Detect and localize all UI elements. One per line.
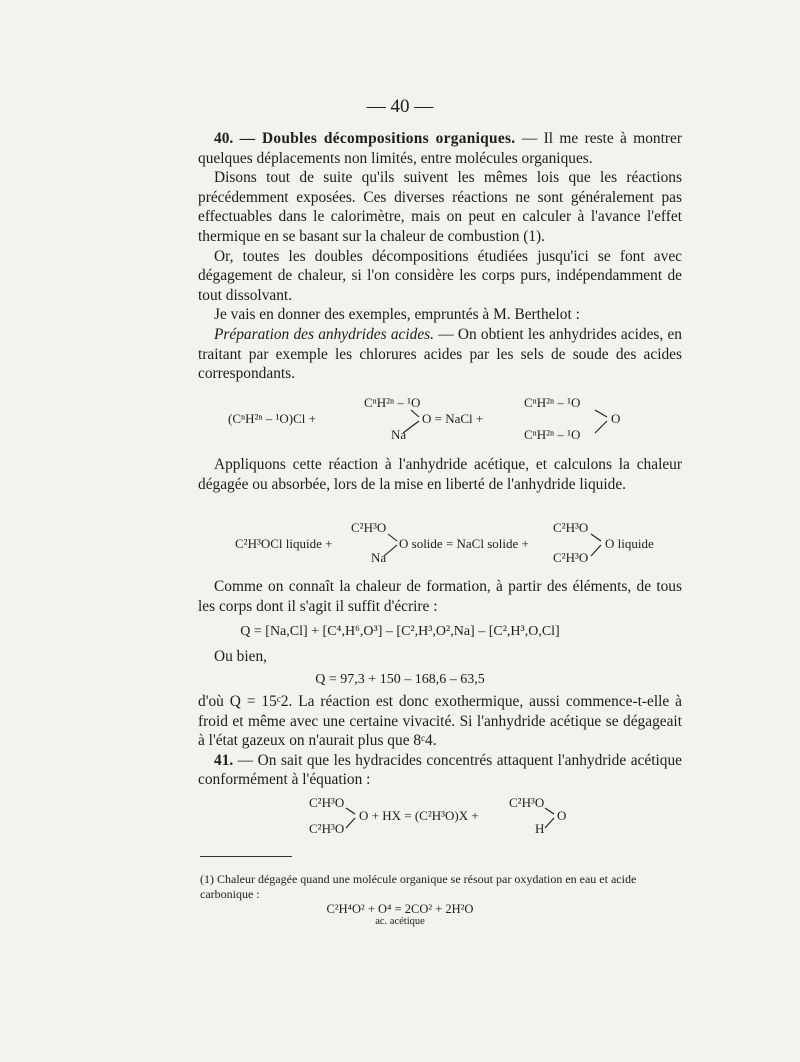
paragraph: d'où Q = 15ᶜ2. La réaction est donc exothermique, aussi commence-t-elle à froid et même avec une certaine vivacité. Si l'anhydride acétique se dégageait à l'état gazeux on n'aurait plus que 8ᶜ4.	[198, 693, 682, 750]
bond-line	[545, 818, 554, 828]
bond-line	[388, 534, 397, 541]
eq-term: O liquide	[605, 536, 654, 551]
paragraph: Ou bien,	[214, 648, 268, 665]
eq-term: O	[611, 411, 621, 426]
eq-term: C²H³O	[553, 550, 589, 565]
eq-term: C²H³O	[509, 795, 545, 810]
footnote-equation: C²H⁴O² + O⁴ = 2CO² + 2H²O	[326, 902, 474, 916]
footnote-text: (1) Chaleur dégagée quand une molécule organique se résout par oxydation en eau et acide carbonique :	[200, 872, 637, 901]
bond-line	[346, 808, 355, 814]
eq-term: C²H³OCl liquide +	[235, 536, 333, 551]
eq-term: Na	[371, 550, 387, 565]
eq-term: C²H³O	[309, 821, 345, 836]
paragraph: Je vais en donner des exemples, empruntés à M. Berthelot :	[214, 306, 580, 324]
bond-line	[403, 421, 419, 433]
bond-line	[346, 818, 355, 828]
eq-term: (CⁿH²ⁿ – ¹O)Cl +	[228, 411, 316, 426]
eq-term: O = NaCl +	[422, 411, 484, 426]
eq-term: C²H³O	[553, 520, 589, 535]
paragraph: Disons tout de suite qu'ils suivent les mêmes lois que les réactions précédemment exposées. Ces diverses réactions ne sont généralement pas effectuables dans le calorimètre, mais on peut en calculer à l'avance l'effet thermique en se basant sur la chaleur de combustion (1).	[198, 169, 682, 245]
paragraph: Appliquons cette réaction à l'anhydride acétique, et calculons la chaleur dégagée ou absorbée, lors de la mise en liberté de l'anhydride liquide.	[198, 456, 682, 493]
footnote-caption: ac. acétique	[375, 916, 425, 927]
eq-term: CⁿH²ⁿ – ¹O	[524, 395, 581, 410]
bond-line	[411, 410, 419, 417]
equation-heat-values: Q = 97,3 + 150 – 168,6 – 63,5	[315, 672, 485, 687]
paragraph: Or, toutes les doubles décompositions étudiées jusqu'ici se font avec dégagement de chaleur, si l'on considère les corps purs, indépendamment de tout dissolvant.	[198, 247, 682, 304]
bond-line	[591, 534, 601, 541]
eq-term: O + HX = (C²H³O)X +	[359, 808, 479, 823]
bond-line	[384, 545, 397, 556]
paragraph-text: — On sait que les hydracides concentrés attaquent l'anhydride acétique conformément à l'équation :	[198, 751, 682, 789]
eq-term: O	[557, 808, 567, 823]
paragraph: Comme on connaît la chaleur de formation, à partir des éléments, de tous les corps dont il s'agit il suffit d'écrire :	[198, 578, 682, 615]
italic-heading: Préparation des anhydrides acides.	[214, 325, 434, 343]
footnote-rule	[200, 856, 292, 857]
section-number: 40.	[214, 130, 234, 147]
bond-line	[591, 545, 601, 556]
eq-term: CⁿH²ⁿ – ¹O	[524, 427, 581, 442]
eq-term: Na	[391, 427, 407, 442]
page-number: — 40 —	[366, 96, 434, 117]
paragraph-text: — On obtient les anhydrides acides, en traitant par exemple les chlorures acides par les sels de soude des acides correspondants.	[198, 325, 682, 383]
eq-term: O solide = NaCl solide +	[399, 536, 529, 551]
section-intro: — Il me reste à montrer quelques déplacements non limités, entre molécules organiques.	[198, 130, 682, 167]
bond-line	[595, 410, 607, 417]
section-heading: — Doubles décompositions organiques.	[239, 130, 516, 147]
section-number: 41.	[214, 751, 234, 769]
equation-heat-formation: Q = [Na,Cl] + [C⁴,H⁶,O³] – [C²,H³,O²,Na] – [C²,H³,O,Cl]	[240, 624, 560, 639]
eq-term: C²H³O	[351, 520, 387, 535]
bond-line	[595, 421, 607, 433]
bond-line	[545, 808, 554, 814]
eq-term: H	[535, 821, 545, 836]
eq-term: C²H³O	[309, 795, 345, 810]
eq-term: CⁿH²ⁿ – ¹O	[364, 395, 421, 410]
